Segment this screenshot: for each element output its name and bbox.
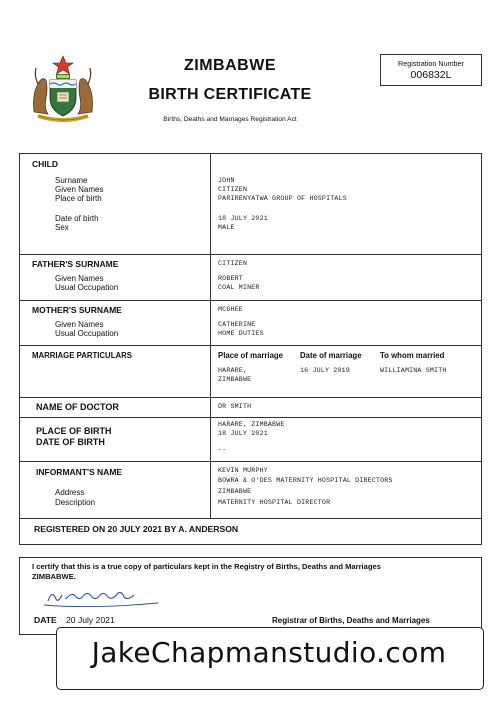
row-divider bbox=[19, 300, 481, 301]
column-divider bbox=[210, 153, 211, 518]
certify-date-value: 20 July 2021 bbox=[66, 615, 115, 625]
watermark-text: JakeChapmanstudio.com bbox=[91, 636, 447, 669]
mother-given-label: Given Names bbox=[55, 320, 104, 329]
doctor-heading: NAME OF DOCTOR bbox=[36, 402, 119, 412]
child-dob-label: Date of birth bbox=[55, 214, 99, 223]
marriage-place-column: Place of marriage bbox=[218, 351, 284, 360]
child-surname-label: Surname bbox=[55, 176, 88, 185]
child-heading: CHILD bbox=[32, 159, 58, 169]
child-place-value: PARIRENYATWA GROUP OF HOSPITALS bbox=[218, 195, 347, 202]
particulars-table bbox=[19, 153, 482, 545]
mother-heading: MOTHER'S SURNAME bbox=[32, 305, 122, 315]
birth-extra-value: -- bbox=[218, 446, 227, 453]
row-divider bbox=[19, 461, 481, 462]
child-sex-value: MALE bbox=[218, 224, 235, 231]
child-given-label: Given Names bbox=[55, 185, 104, 194]
informant-heading: INFORMANT'S NAME bbox=[36, 467, 123, 477]
marriage-place-value-line2: ZIMBABWE bbox=[218, 376, 252, 383]
registration-label: Registration Number bbox=[398, 59, 464, 68]
father-occupation-value: COAL MINER bbox=[218, 284, 260, 291]
row-divider bbox=[19, 518, 481, 519]
child-sex-label: Sex bbox=[55, 223, 69, 232]
country-title: ZIMBABWE bbox=[184, 57, 276, 74]
father-heading: FATHER'S SURNAME bbox=[32, 259, 119, 269]
informant-description-value: MATERNITY HOSPITAL DIRECTOR bbox=[218, 499, 331, 506]
marriage-whom-column: To whom married bbox=[380, 351, 445, 360]
document-title: BIRTH CERTIFICATE bbox=[148, 86, 312, 103]
doctor-name-value: DR SMITH bbox=[218, 403, 252, 410]
child-place-label: Place of birth bbox=[55, 194, 102, 203]
marriage-date-column: Date of marriage bbox=[300, 351, 362, 360]
mother-given-value: CATHERINE bbox=[218, 321, 256, 328]
row-divider bbox=[19, 417, 481, 418]
informant-name-value: KEVIN MURPHY bbox=[218, 467, 268, 474]
row-divider bbox=[19, 254, 481, 255]
registrar-title: Registrar of Births, Deaths and Marriages bbox=[272, 616, 430, 625]
marriage-whom-value: WILLIAMINA SMITH bbox=[380, 367, 447, 374]
act-subtitle: Births, Deaths and Marriages Registration Act bbox=[163, 116, 297, 123]
informant-address-value-line2: ZIMBABWE bbox=[218, 488, 252, 495]
registration-box bbox=[380, 54, 482, 86]
registrar-signature bbox=[42, 583, 162, 609]
place-of-birth-value: HARARE, ZIMBABWE bbox=[218, 421, 285, 428]
child-dob-value: 18 JULY 2021 bbox=[218, 215, 268, 222]
father-given-label: Given Names bbox=[55, 274, 104, 283]
father-occupation-label: Usual Occupation bbox=[55, 283, 119, 292]
registration-number: 006832L bbox=[410, 69, 452, 81]
place-of-birth-heading: PLACE OF BIRTH bbox=[36, 426, 112, 436]
marriage-date-value: 16 JULY 2019 bbox=[300, 367, 350, 374]
child-surname-value: JOHN bbox=[218, 177, 235, 184]
informant-address-value: BOWRA & O'DES MATERNITY HOSPITAL DIRECTORS bbox=[218, 477, 393, 484]
father-given-value: ROBERT bbox=[218, 275, 243, 282]
certify-text-line2: ZIMBABWE. bbox=[32, 572, 76, 581]
row-divider bbox=[19, 345, 481, 346]
informant-description-label: Description bbox=[55, 498, 96, 507]
mother-occupation-value: HOME DUTIES bbox=[218, 330, 264, 337]
coat-of-arms-emblem bbox=[24, 54, 102, 126]
marriage-heading: MARRIAGE PARTICULARS bbox=[32, 351, 132, 360]
mother-occupation-label: Usual Occupation bbox=[55, 329, 119, 338]
date-of-birth-heading: DATE OF BIRTH bbox=[36, 437, 105, 447]
mother-surname-value: MCGHEE bbox=[218, 306, 243, 313]
marriage-place-value: HARARE, bbox=[218, 367, 248, 374]
father-surname-value: CITIZEN bbox=[218, 260, 248, 267]
child-given-value: CITIZEN bbox=[218, 186, 248, 193]
date-of-birth-value: 18 JULY 2021 bbox=[218, 430, 268, 437]
informant-address-label: Address bbox=[55, 488, 85, 497]
registered-statement: REGISTERED ON 20 JULY 2021 BY A. ANDERSON bbox=[34, 524, 239, 534]
row-divider bbox=[19, 397, 481, 398]
certify-date-label: DATE bbox=[34, 615, 57, 625]
certify-text: I certify that this is a true copy of particulars kept in the Registry of Births, Deaths and Marriages bbox=[32, 562, 381, 571]
